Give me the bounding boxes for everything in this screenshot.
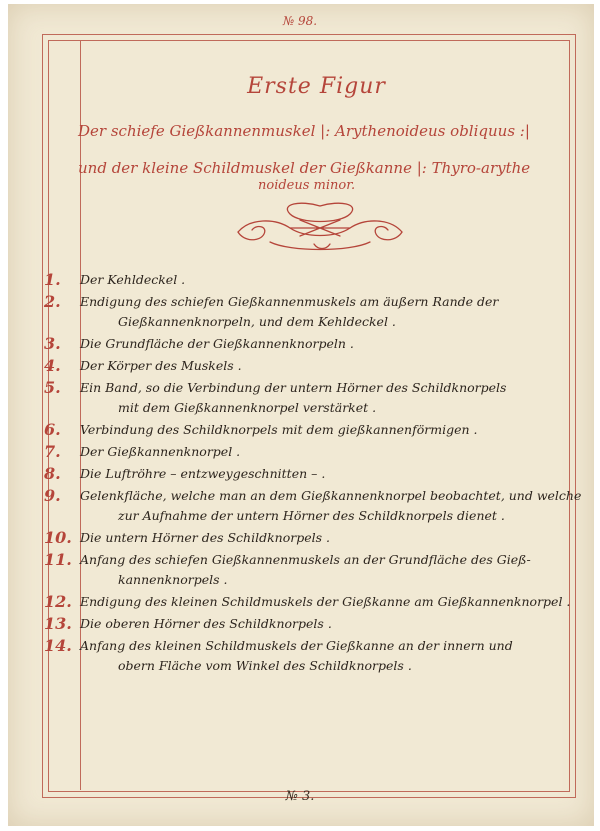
bottom-page-number: № 3. <box>285 789 315 804</box>
subtitle-line-3: noideus minor. <box>258 178 356 193</box>
legend-item-continuation: kannenknorpels . <box>118 572 228 587</box>
legend-item-number: 8. <box>44 464 61 483</box>
legend-item-text: Die Luftröhre – entzweygeschnitten – . <box>80 466 326 481</box>
legend-item-text: Anfang des schiefen Gießkannenmuskels an der Grundfläche des Gieß- <box>80 552 531 567</box>
legend-item <box>44 292 554 332</box>
legend-item-text: Der Körper des Muskels . <box>80 358 242 373</box>
subtitle-line-1: Der schiefe Gießkannenmuskel |: Arythenoideus obliquus :| <box>78 122 530 140</box>
legend-item-number: 1. <box>44 270 61 289</box>
legend-item-text: Die untern Hörner des Schildknorpels . <box>80 530 330 545</box>
legend-item <box>44 550 554 590</box>
legend-item-continuation: obern Fläche vom Winkel des Schildknorpels . <box>118 658 412 673</box>
legend-item <box>44 420 554 440</box>
legend-item <box>44 486 582 526</box>
legend-item <box>44 636 554 676</box>
page-title: Erste Figur <box>247 74 386 99</box>
legend-item-continuation: zur Aufnahme der untern Hörner des Schildknorpels dienet . <box>118 508 505 523</box>
legend-item <box>44 528 554 548</box>
legend-item-continuation: mit dem Gießkannenknorpel verstärket . <box>118 400 377 415</box>
legend-item-number: 2. <box>44 292 61 311</box>
legend-item-number: 14. <box>44 636 72 655</box>
legend-item <box>44 334 554 354</box>
legend-item-text: Endigung des kleinen Schildmuskels der Gießkanne am Gießkannenknorpel . <box>80 594 571 609</box>
legend-item-text: Die Grundfläche der Gießkannenknorpeln . <box>80 336 354 351</box>
subtitle-line-2: und der kleine Schildmuskel der Gießkanne |: Thyro-arythe <box>78 159 531 177</box>
legend-item-text: Die oberen Hörner des Schildknorpels . <box>80 616 332 631</box>
legend-item-number: 13. <box>44 614 72 633</box>
legend-item-number: 6. <box>44 420 61 439</box>
legend-item-number: 9. <box>44 486 61 505</box>
legend-item <box>44 592 571 612</box>
legend-item-number: 3. <box>44 334 61 353</box>
legend-item <box>44 270 554 290</box>
legend-item <box>44 378 554 418</box>
legend-list <box>44 270 582 676</box>
legend-item-text: Verbindung des Schildknorpels mit dem gießkannenförmigen . <box>80 422 478 437</box>
legend-item <box>44 356 554 376</box>
legend-item-text: Gelenkfläche, welche man an dem Gießkannenknorpel beobachtet, und welche <box>80 488 582 503</box>
legend-item <box>44 464 554 484</box>
legend-item <box>44 614 554 634</box>
legend-item-number: 7. <box>44 442 61 461</box>
legend-item-text: Endigung des schiefen Gießkannenmuskels am äußern Rande der <box>80 294 499 309</box>
legend-item-text: Anfang des kleinen Schildmuskels der Gießkanne an der innern und <box>80 638 513 653</box>
legend-item-text: Ein Band, so die Verbindung der untern Hörner des Schildknorpels <box>80 380 507 395</box>
legend-item-text: Der Kehldeckel . <box>80 272 186 287</box>
legend-item-number: 11. <box>44 550 72 569</box>
legend-item-number: 4. <box>44 356 61 375</box>
legend-item-number: 5. <box>44 378 61 397</box>
calligraphic-flourish-ornament <box>230 198 410 256</box>
top-page-number: № 98. <box>282 14 318 28</box>
legend-item-number: 10. <box>44 528 72 547</box>
legend-item-text: Der Gießkannenknorpel . <box>80 444 241 459</box>
legend-item-number: 12. <box>44 592 72 611</box>
legend-item-continuation: Gießkannenknorpeln, und dem Kehldeckel . <box>118 314 396 329</box>
legend-item <box>44 442 554 462</box>
